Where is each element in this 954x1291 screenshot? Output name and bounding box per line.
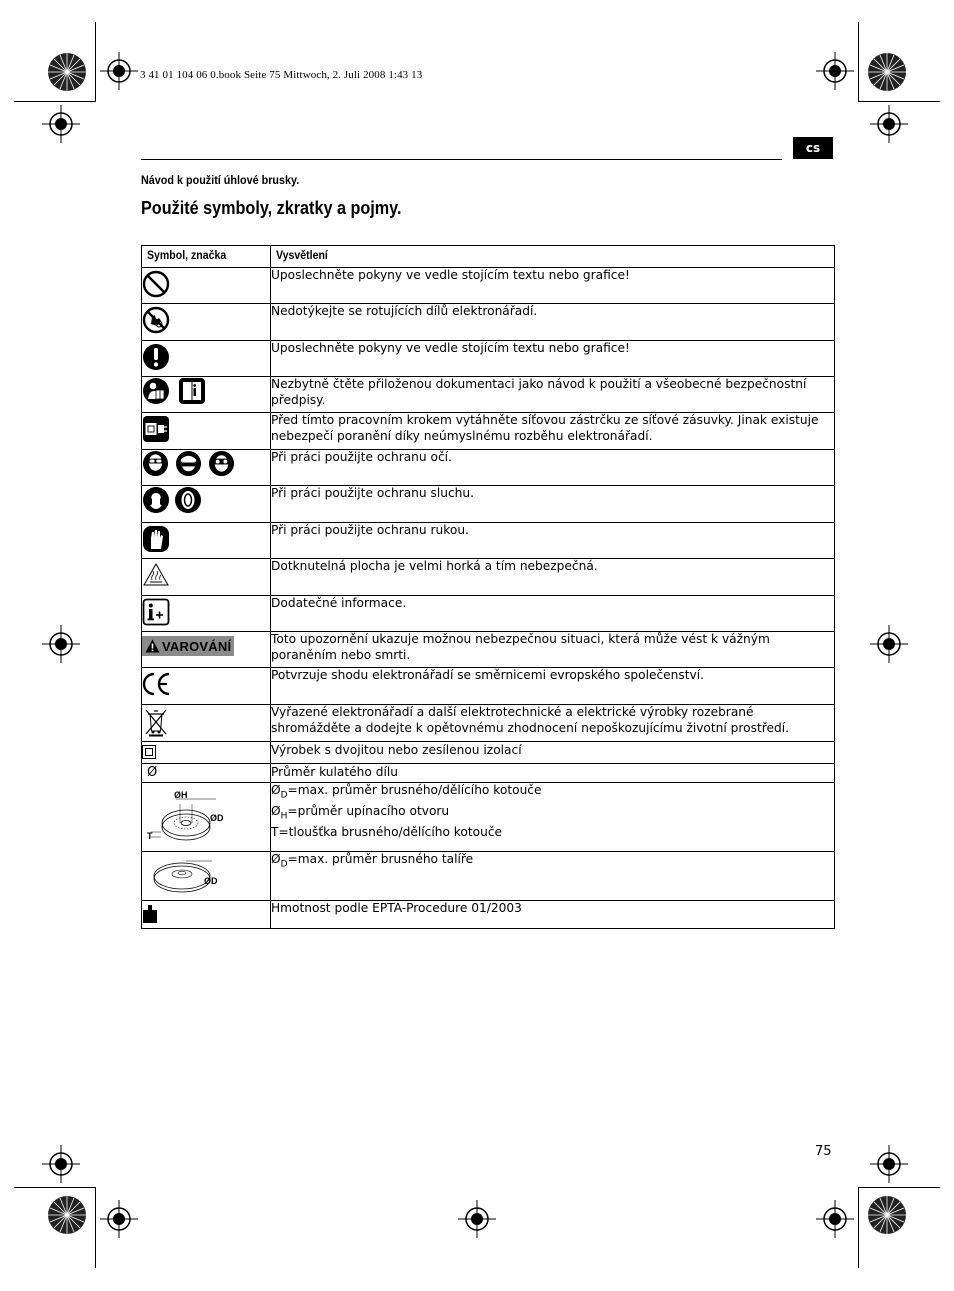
- no-touch-rotating-icon: [142, 306, 170, 334]
- table-row: [142, 783, 835, 852]
- registration-target-icon: [458, 1200, 496, 1238]
- registration-target-icon: [100, 1200, 138, 1238]
- row-description: Průměr kulatého dílu: [271, 764, 835, 783]
- table-row: [142, 852, 835, 901]
- warning-triangle-icon: [145, 639, 160, 653]
- hand-protection-icon: [142, 525, 170, 553]
- registration-target-icon: [870, 625, 908, 663]
- row-description: [271, 783, 835, 852]
- registration-target-icon: [816, 1200, 854, 1238]
- table-header-row: [142, 246, 835, 268]
- page-title: Použité symboly, zkratky a pojmy.: [141, 198, 402, 218]
- star-target-icon: [46, 51, 88, 93]
- row-description: Při práci použijte ochranu sluchu.: [271, 486, 835, 523]
- warning-label-icon: [142, 636, 234, 656]
- unplug-icon: [142, 415, 170, 443]
- weight-icon: [142, 904, 158, 924]
- language-tab: cs: [793, 137, 833, 159]
- weee-bin-icon: [142, 707, 170, 737]
- table-row: [142, 486, 835, 523]
- row-description: Toto upozornění ukazuje možnou nebezpečnou situaci, která může vést k vážným poraněním nebo smrti.: [271, 632, 835, 668]
- goggles-icon: [208, 450, 235, 477]
- table-row: [142, 742, 835, 764]
- diameter-icon: Ø: [142, 764, 271, 783]
- registration-target-icon: [42, 1145, 80, 1183]
- row-description: Při práci použijte ochranu očí.: [271, 450, 835, 486]
- star-target-icon: [866, 51, 908, 93]
- disc-dimensions-icon: [146, 787, 236, 847]
- table-row: [142, 559, 835, 596]
- row-description: Nedotýkejte se rotujících dílů elektronářadí.: [271, 304, 835, 341]
- ear-muffs-icon: [174, 486, 202, 514]
- table-row: [142, 450, 835, 486]
- disc-line-diameter: $Ø_D=\max$. průměr brusného/dělícího kotouče: [271, 783, 542, 801]
- disc-label-hole: ØH: [174, 790, 188, 800]
- table-row: [142, 304, 835, 341]
- disc-label-diameter: ØD: [210, 813, 224, 823]
- registration-target-icon: [870, 105, 908, 143]
- table-row: [142, 668, 835, 705]
- ce-mark-icon: [142, 672, 172, 696]
- read-manual-icon: [142, 377, 170, 405]
- table-row: [142, 268, 835, 304]
- column-header-symbol: Symbol, značka: [142, 246, 271, 268]
- symbol-table: [141, 245, 835, 929]
- hot-surface-icon: [142, 562, 170, 588]
- prohibition-icon: [142, 270, 170, 298]
- double-insulation-icon: [142, 745, 156, 759]
- disc-label-thickness: T: [147, 831, 153, 841]
- row-description: Dodatečné informace.: [271, 596, 835, 632]
- disc-line-hole: $Ø_H=průměr$ upínacího otvoru: [271, 803, 450, 822]
- warning-label-text: VAROVÁNÍ: [162, 638, 232, 654]
- table-row: [142, 901, 835, 929]
- row-description: Vyřazené elektronářadí a další elektrotechnické a elektrické výrobky rozebrané shromážděte a dodejte k opětovnému zhodnocení nepoškozujícímu životní prostředí.: [271, 705, 835, 742]
- sanding-pad-icon: [146, 856, 231, 896]
- exclamation-icon: [142, 343, 170, 371]
- eye-protection-icon: [142, 450, 169, 477]
- star-target-icon: [46, 1194, 88, 1236]
- row-description: Nezbytně čtěte přiloženou dokumentaci jako návod k použití a všeobecné bezpečnostní předpisy.: [271, 377, 835, 413]
- table-row: [142, 413, 835, 450]
- print-meta-line: 3 41 01 104 06 0.book Seite 75 Mittwoch, 2. Juli 2008 1:43 13: [140, 69, 423, 81]
- pad-label-diameter: ØD: [204, 876, 218, 886]
- registration-target-icon: [100, 52, 138, 90]
- page-number: 75: [815, 1144, 832, 1159]
- row-description: Dotknutelná plocha je velmi horká a tím nebezpečná.: [271, 559, 835, 596]
- face-shield-icon: [175, 450, 202, 477]
- table-row: [142, 705, 835, 742]
- table-row: [142, 596, 835, 632]
- table-row: [142, 523, 835, 559]
- ear-protection-icon: [142, 486, 170, 514]
- registration-target-icon: [42, 625, 80, 663]
- row-description: Uposlechněte pokyny ve vedle stojícím textu nebo grafice!: [271, 268, 835, 304]
- table-row: [142, 341, 835, 377]
- manual-book-icon: [178, 377, 206, 405]
- row-description: Výrobek s dvojitou nebo zesílenou izolací: [271, 742, 835, 764]
- disc-line-thickness: T=tloušťka brusného/dělícího kotouče: [271, 824, 503, 839]
- row-description: Potvrzuje shodu elektronářadí se směrnicemi evropského společenství.: [271, 668, 835, 705]
- row-description: Hmotnost podle EPTA-Procedure 01/2003: [271, 901, 835, 929]
- table-row: [142, 764, 835, 783]
- row-description: Před tímto pracovním krokem vytáhněte síťovou zástrčku ze síťové zásuvky. Jinak existuje nebezpečí poranění díky neúmyslnému rozběhu elektronářadí.: [271, 413, 835, 450]
- star-target-icon: [866, 1194, 908, 1236]
- pad-line-diameter: $Ø_D=\max$. průměr brusného talíře: [271, 852, 474, 870]
- column-header-description: Vysvětlení: [271, 246, 835, 268]
- row-description: [271, 852, 835, 901]
- manual-subtitle: Návod k použití úhlové brusky.: [141, 173, 300, 187]
- registration-target-icon: [870, 1145, 908, 1183]
- row-description: Uposlechněte pokyny ve vedle stojícím textu nebo grafice!: [271, 341, 835, 377]
- info-icon: [142, 598, 170, 626]
- table-row: [142, 377, 835, 413]
- table-row: [142, 632, 835, 668]
- header-rule: [141, 159, 782, 160]
- registration-target-icon: [816, 52, 854, 90]
- row-description: Při práci použijte ochranu rukou.: [271, 523, 835, 559]
- registration-target-icon: [42, 105, 80, 143]
